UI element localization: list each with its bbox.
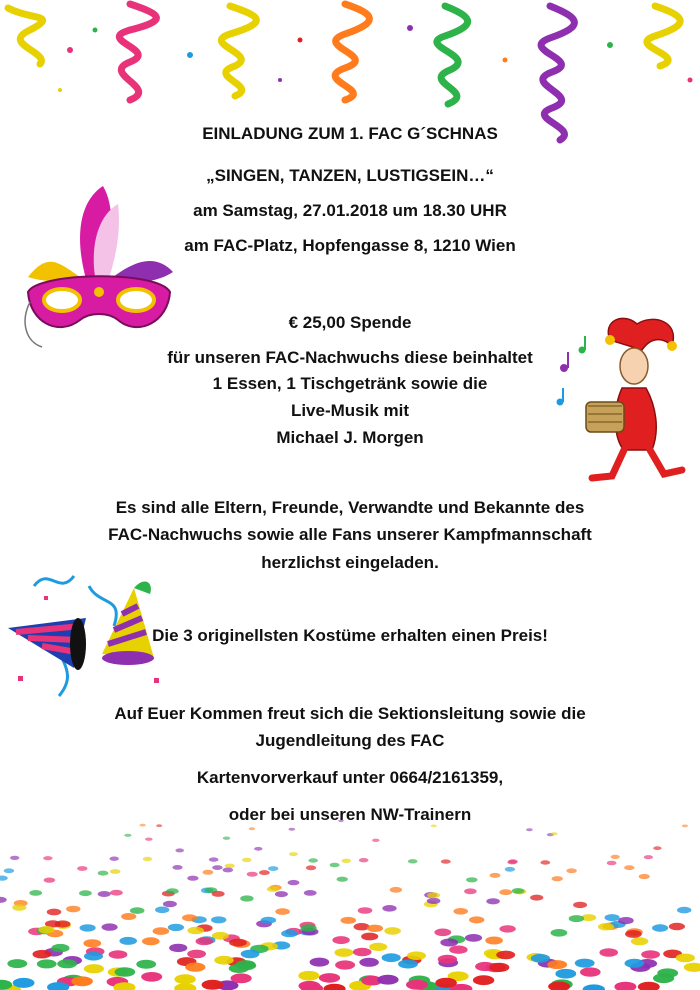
confetti-dot [631, 937, 649, 945]
confetti-dot [684, 963, 700, 972]
confetti-dot [551, 929, 568, 937]
streamer-icon [541, 6, 574, 140]
confetti-dot [240, 895, 253, 901]
confetti-dot [676, 954, 695, 963]
confetti-dot [254, 847, 262, 851]
confetti-dot [4, 868, 15, 873]
confetti-dot [485, 937, 503, 945]
confetti-dot [438, 955, 457, 964]
confetti-dot [301, 924, 317, 931]
confetti-dot [66, 906, 80, 913]
confetti-dot [57, 959, 77, 968]
confetti-dot [143, 857, 152, 861]
confetti-dot [335, 948, 354, 957]
confetti-dot [390, 887, 402, 893]
confetti-dot [310, 958, 330, 967]
confetti-dot [507, 860, 517, 864]
confetti-dot [304, 890, 317, 896]
confetti-dot [275, 908, 290, 915]
confetti-dot [44, 878, 56, 883]
confetti-dot [306, 865, 316, 870]
confetti-dot [289, 828, 296, 831]
confetti-dot [552, 876, 563, 881]
confetti-dot [435, 978, 457, 988]
confetti-dot [168, 924, 184, 931]
confetti-dot [288, 880, 300, 885]
confetti-dot [77, 866, 87, 871]
confetti-dot [249, 827, 255, 830]
confetti-dot [84, 964, 104, 973]
confetti-dot [669, 923, 685, 930]
confetti-dot [223, 837, 230, 840]
music-note-icons [557, 336, 586, 406]
confetti-dot [71, 976, 93, 986]
confetti-dot [83, 939, 101, 947]
confetti-dot [259, 870, 270, 875]
confetti-dot [580, 967, 601, 976]
confetti-dot [341, 917, 357, 924]
confetti-dot [530, 895, 543, 901]
confetti-dot [231, 973, 252, 983]
tickets-alt-line: oder bei unseren NW-Trainern [228, 805, 472, 824]
confetti-dot [98, 891, 111, 897]
confetti-dot [247, 872, 258, 877]
confetti-dot [489, 963, 509, 972]
guests-line-2: FAC-Nachwuchs sowie alle Fans unserer Kampfmannschaft [108, 525, 592, 544]
confetti-dot [367, 925, 383, 932]
confetti-dot [223, 868, 234, 873]
confetti-dot [449, 946, 467, 954]
closing-line-1: Auf Euer Kommen freut sich die Sektionsleitung sowie die [114, 704, 586, 723]
confetti-dot [555, 969, 576, 979]
confetti-dot [361, 933, 378, 941]
confetti-dot [657, 968, 678, 977]
confetti-dot [575, 959, 595, 968]
confetti-dot [359, 858, 369, 862]
closing-line-2: Jugendleitung des FAC [255, 731, 445, 750]
invitation-title: EINLADUNG ZUM 1. FAC G´SCHNAS [202, 124, 498, 143]
confetti-dot [242, 858, 252, 862]
confetti-dot [407, 951, 426, 960]
confetti-dot [427, 892, 440, 898]
confetti-dot [384, 927, 401, 935]
confetti-dot [398, 960, 418, 969]
confetti-dot [187, 927, 204, 935]
confetti-dot [275, 891, 288, 897]
confetti-dot [13, 978, 35, 988]
confetti-dot [169, 944, 187, 952]
confetti-dot [153, 927, 170, 935]
confetti-dot [531, 954, 550, 963]
confetti-dot [12, 904, 26, 911]
confetti-dot [175, 848, 184, 852]
confetti-dot [342, 859, 352, 863]
confetti-dot [499, 925, 515, 932]
confetti-dot [196, 937, 214, 945]
confetti-dot [119, 937, 137, 945]
confetti-floor [0, 820, 700, 990]
confetti-dot [261, 917, 276, 924]
confetti-dot [505, 867, 515, 872]
confetti-dot [624, 865, 634, 870]
confetti-dot [486, 898, 500, 904]
confetti-dot [607, 861, 617, 866]
confetti-dot [644, 855, 653, 859]
confetti-dot [464, 888, 477, 894]
confetti-dot [98, 871, 109, 876]
confetti-dot [638, 982, 660, 990]
confetti-dot [466, 877, 478, 882]
confetti-dot [639, 874, 650, 879]
confetti-dot [0, 897, 7, 903]
confetti-dot [323, 984, 345, 990]
confetti-dot [182, 914, 197, 921]
confetti-dot [614, 982, 636, 990]
streamer-icon [647, 6, 680, 66]
confetti-dot [408, 859, 418, 863]
confetti-dot [625, 959, 645, 968]
confetti-dot [499, 889, 512, 895]
confetti-dot [299, 981, 321, 990]
confetti-dot [155, 907, 169, 914]
confetti-dot [618, 917, 634, 924]
confetti-dot [496, 951, 515, 960]
confetti-dot [7, 959, 27, 968]
confetti-dot [490, 873, 501, 878]
guests-line-1: Es sind alle Eltern, Freunde, Verwandte und Bekannte des [115, 498, 585, 517]
includes-line-2: 1 Essen, 1 Tischgetränk sowie die [212, 374, 488, 393]
confetti-dot [209, 857, 219, 861]
confetti-dot [202, 980, 224, 990]
streamer-icon [8, 8, 43, 64]
includes-line-3: Live-Musik mit [290, 401, 410, 420]
confetti-dot [110, 890, 123, 896]
confetti-dot [308, 858, 318, 862]
confetti-dot [214, 956, 233, 965]
confetti-dot [372, 839, 380, 842]
confetti-dot [185, 963, 205, 972]
confetti-dot [47, 909, 62, 916]
confetti-dot [241, 950, 260, 959]
confetti-dot [473, 975, 494, 985]
confetti-dot [583, 984, 605, 990]
confetti-dot [335, 960, 355, 969]
confetti-dot [212, 865, 222, 870]
confetti-dot [330, 863, 340, 868]
confetti-dot [573, 902, 587, 908]
confetti-dot [225, 864, 235, 869]
confetti-dot [121, 913, 136, 920]
confetti-dot [337, 877, 348, 882]
confetti-dot [434, 929, 451, 937]
event-venue: am FAC-Platz, Hopfengasse 8, 1210 Wien [184, 236, 516, 255]
confetti-dot [187, 876, 198, 881]
event-date: am Samstag, 27.01.2018 um 18.30 UHR [193, 201, 507, 220]
confetti-dot [142, 937, 160, 945]
confetti-dots-top [58, 25, 693, 92]
confetti-dot [298, 971, 319, 981]
confetti-dot [353, 948, 372, 957]
confetti-dot [382, 953, 401, 962]
streamer-icon [119, 4, 156, 100]
confetti-dot [267, 886, 279, 892]
prize-line: Die 3 originellsten Kostüme erhalten einen Preis! [152, 626, 548, 645]
confetti-dot [84, 952, 103, 961]
confetti-dot [453, 908, 468, 915]
confetti-dot [369, 943, 387, 951]
confetti-dot [166, 888, 179, 894]
confetti-dot [211, 916, 226, 923]
confetti-dot [677, 907, 691, 914]
confetti-dot [406, 980, 428, 990]
confetti-dot [382, 905, 396, 912]
confetti-dot [37, 959, 57, 968]
confetti-dot [80, 924, 96, 931]
confetti-dot [124, 834, 131, 837]
confetti-dot [110, 869, 121, 874]
streamer-icon [221, 6, 256, 96]
confetti-dot [109, 950, 128, 959]
confetti-dot [203, 870, 214, 875]
confetti-dot [130, 907, 145, 914]
confetti-dot [281, 930, 298, 938]
confetti-dot [377, 975, 398, 985]
confetti-dot [512, 888, 525, 894]
confetti-dot [29, 890, 42, 896]
confetti-dot [115, 967, 136, 976]
confetti-dot [599, 948, 618, 957]
confetti-dot [174, 983, 196, 990]
confetti-dot [229, 939, 247, 947]
confetti-dot [0, 876, 8, 881]
confetti-dot [569, 915, 584, 922]
includes-line-4: Michael J. Morgen [276, 428, 424, 447]
confetti-dot [440, 939, 458, 947]
invitation-motto: „SINGEN, TANZEN, LUSTIGSEIN…“ [206, 166, 494, 185]
confetti-dot [145, 838, 153, 841]
confetti-dot [540, 860, 550, 864]
confetti-dot [136, 960, 156, 969]
confetti-dot [332, 936, 349, 944]
confetti-dot [319, 973, 340, 983]
confetti-dot [236, 960, 256, 969]
streamer-icon [437, 6, 468, 104]
confetti-dot [551, 832, 558, 835]
confetti-dot [163, 901, 177, 907]
confetti-dot [625, 930, 642, 938]
confetti-dot [547, 960, 567, 969]
confetti-dot [469, 916, 484, 923]
confetti-dot [187, 950, 206, 959]
confetti-dot [652, 924, 668, 931]
confetti-dot [268, 866, 278, 871]
confetti-dot [33, 950, 52, 959]
confetti-dot [441, 859, 451, 863]
confetti-dot [465, 934, 482, 942]
tickets-line: Kartenvorverkauf unter 0664/2161359, [196, 768, 504, 787]
confetti-dot [38, 926, 54, 934]
confetti-dot [289, 852, 298, 856]
confetti-dot [566, 868, 577, 873]
confetti-dot [43, 856, 52, 860]
jester-musician-icon [552, 310, 692, 482]
confetti-dot [172, 865, 182, 870]
confetti-dot [79, 890, 92, 896]
streamer-icon [335, 4, 369, 100]
confetti-dot [174, 974, 195, 984]
confetti-dot [110, 857, 119, 861]
confetti-dot [358, 907, 373, 914]
guests-line-3: herzlichst eingeladen. [261, 553, 439, 572]
confetti-dot [212, 891, 225, 897]
confetti-dot [10, 856, 19, 860]
confetti-dot [141, 972, 162, 982]
confetti-dot [51, 944, 69, 952]
confetti-dot [653, 846, 661, 850]
confetti-dot [526, 828, 533, 831]
confetti-dot [427, 898, 441, 904]
confetti-dot [598, 923, 614, 930]
confetti-dot [611, 855, 620, 859]
confetti-dot [359, 958, 379, 967]
confetti-dot [102, 923, 118, 930]
confetti-dot [605, 914, 620, 921]
confetti-dot [641, 950, 660, 959]
price-line: € 25,00 Spende [288, 313, 412, 332]
includes-line-1: für unseren FAC-Nachwuchs diese beinhaltet [167, 348, 533, 367]
